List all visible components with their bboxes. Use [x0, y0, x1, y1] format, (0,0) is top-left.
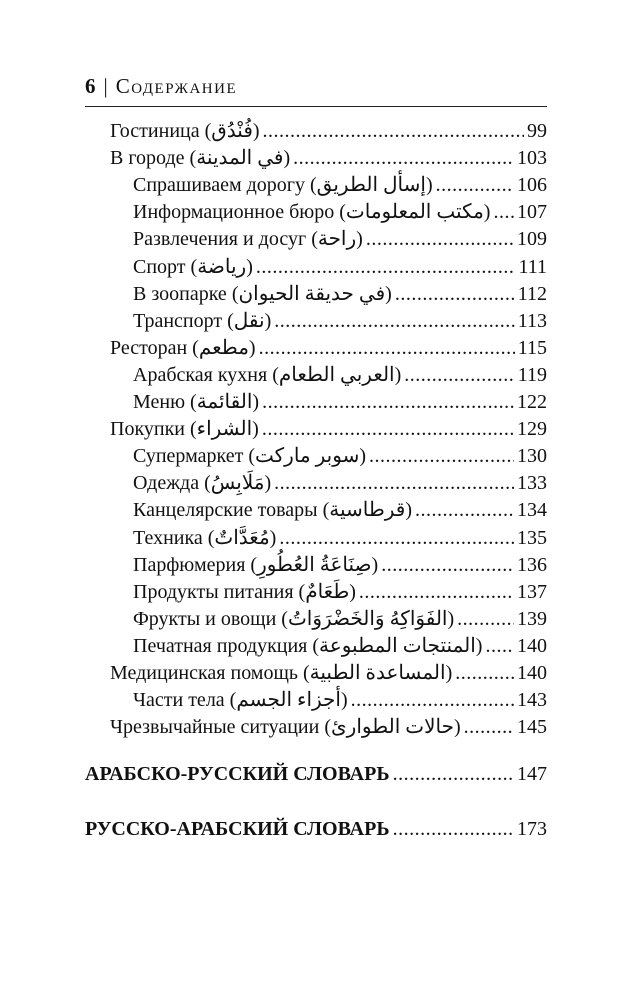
toc-entry[interactable] — [133, 199, 547, 225]
entry-title-ru: Фрукты и овощи — [133, 607, 277, 630]
toc-entry[interactable] — [133, 470, 547, 496]
entry-page: 113 — [517, 309, 547, 332]
entry-page: 134 — [517, 499, 547, 522]
entry-title-ru: Медицинская помощь — [110, 662, 298, 684]
entry-title-ar: (المنتجات المطبوعة) — [312, 634, 483, 657]
entry-title — [133, 525, 276, 550]
toc-entry[interactable] — [110, 660, 547, 686]
entry-page: 99 — [527, 120, 547, 142]
entry-title — [110, 714, 461, 739]
entry-title-ar: (المساعدة الطبية) — [303, 662, 453, 684]
dot-leader — [279, 527, 514, 550]
toc-entry[interactable] — [110, 118, 547, 144]
toc-section[interactable] — [85, 763, 547, 789]
entry-title-ar: (مطعم) — [192, 336, 256, 359]
entry-page: 111 — [518, 255, 547, 278]
entry-title-ru: Парфюмерия — [133, 553, 246, 576]
entry-title-ru: Спорт — [133, 255, 186, 278]
entry-title-ar: (في المدينة) — [189, 147, 291, 170]
section-page: 173 — [517, 818, 547, 840]
entry-page: 140 — [517, 662, 547, 684]
toc-entry[interactable] — [133, 172, 547, 198]
dot-leader — [262, 391, 514, 414]
header-rule — [85, 106, 547, 107]
entry-title-ru: Информационное бюро — [133, 201, 335, 224]
entry-page: 119 — [517, 363, 547, 386]
entry-title — [133, 254, 253, 279]
entry-title — [133, 552, 378, 577]
entry-title — [133, 497, 412, 522]
entry-page: 140 — [517, 634, 547, 657]
entry-title — [133, 362, 401, 387]
entry-title-ar: (في حديقة الحيوان) — [231, 282, 392, 305]
toc-entry[interactable] — [133, 443, 547, 469]
entry-page: 115 — [517, 336, 547, 359]
toc-entry[interactable] — [133, 606, 547, 632]
toc-entry[interactable] — [133, 226, 547, 252]
toc-entry[interactable] — [133, 281, 547, 307]
entry-title-ru: Транспорт — [133, 309, 223, 332]
toc-entry[interactable] — [110, 145, 547, 171]
entry-title-ar: (رياضة) — [190, 255, 253, 278]
entry-page: 135 — [517, 526, 547, 549]
toc-entry[interactable] — [110, 416, 547, 442]
dot-leader — [369, 445, 514, 468]
entry-title-ar: (مَلَابِسُ) — [204, 472, 272, 495]
entry-title-ar: (حالات الطوارئ) — [324, 716, 461, 739]
section-title: АРАБСКО-РУССКИЙ СЛОВАРЬ — [85, 763, 390, 785]
toc-entry[interactable] — [110, 335, 547, 361]
entry-page: 139 — [517, 607, 547, 630]
entry-title-ru: Одежда — [133, 472, 200, 495]
entry-title-ru: Техника — [133, 526, 203, 549]
dot-leader — [455, 662, 514, 685]
dot-leader — [259, 337, 515, 360]
toc-entry[interactable] — [133, 579, 547, 605]
entry-title-ru: Развлечения и досуг — [133, 228, 307, 251]
header-separator: | — [103, 74, 108, 98]
entry-title — [133, 199, 490, 224]
entry-title-ar: (العربي الطعام) — [272, 363, 402, 386]
toc-entry[interactable] — [133, 389, 547, 415]
entry-title-ar: (أجزاء الجسم) — [229, 689, 348, 712]
entry-title — [110, 145, 290, 170]
dot-leader — [256, 256, 516, 279]
dot-leader — [393, 763, 514, 786]
entry-page: 112 — [517, 282, 547, 305]
dot-leader — [274, 472, 514, 495]
entry-title-ar: (فُنْدُق) — [204, 120, 260, 142]
toc-entry[interactable] — [133, 687, 547, 713]
entry-page: 145 — [517, 716, 547, 739]
dot-leader — [381, 554, 514, 577]
entry-page: 133 — [517, 472, 547, 495]
page-title: Содержание — [115, 74, 238, 98]
toc-entry[interactable] — [110, 714, 547, 740]
entry-title — [133, 443, 366, 468]
entry-title — [133, 470, 271, 495]
toc-entry[interactable] — [133, 552, 547, 578]
entry-page: 130 — [517, 445, 547, 468]
entry-title-ar: (القائمة) — [190, 391, 260, 413]
entry-title — [133, 579, 356, 604]
entry-title — [133, 389, 259, 414]
entry-title-ar: (سوبر ماركت) — [248, 445, 366, 468]
entry-title-ru: Печатная продукция — [133, 634, 308, 657]
toc-entry[interactable] — [133, 633, 547, 659]
dot-leader — [263, 120, 524, 143]
entry-title-ar: (الفَوَاكِهُ وَالخَضْرَوَاتُ) — [281, 607, 455, 630]
entry-title-ar: (الشراء) — [190, 418, 259, 441]
dot-leader — [274, 310, 514, 333]
entry-title-ar: (قرطاسية) — [322, 499, 413, 522]
page-number: 6 — [85, 74, 96, 98]
entry-title — [110, 335, 256, 360]
dot-leader — [293, 147, 514, 170]
entry-title-ru: Арабская кухня — [133, 363, 268, 386]
toc-entry[interactable] — [133, 525, 547, 551]
entry-title-ar: (مكتب المعلومات) — [339, 201, 491, 224]
entry-page: 107 — [517, 201, 547, 224]
entry-title — [133, 308, 271, 333]
entry-title-ar: (طَعَامٌ) — [298, 580, 356, 603]
entry-title-ru: Чрезвычайные ситуации — [110, 716, 320, 739]
section-page: 147 — [517, 763, 547, 785]
entry-title — [110, 416, 259, 441]
dot-leader — [464, 716, 514, 739]
entry-page: 106 — [517, 174, 547, 197]
toc-entry[interactable] — [133, 254, 547, 280]
toc-entry[interactable] — [133, 362, 547, 388]
dot-leader — [436, 174, 514, 197]
running-header — [85, 74, 237, 99]
entry-title — [133, 226, 363, 251]
entry-title-ru: Меню — [133, 391, 186, 413]
entry-title-ar: (راحة) — [311, 228, 363, 251]
dot-leader — [404, 364, 514, 387]
entry-title-ar: (إسأل الطريق) — [310, 174, 433, 197]
toc-entry[interactable] — [133, 497, 547, 523]
dot-leader — [493, 201, 514, 224]
entry-title-ar: (نقل) — [227, 309, 272, 332]
entry-title — [133, 633, 482, 658]
entry-title — [133, 281, 392, 306]
entry-page: 143 — [517, 689, 547, 712]
entry-title-ru: Продукты питания — [133, 580, 294, 603]
entry-title-ar: (صِنَاعَةُ العُطُورِ) — [250, 553, 379, 576]
dot-leader — [457, 608, 514, 631]
dot-leader — [393, 818, 514, 841]
entry-title — [110, 660, 452, 685]
entry-title-ar: (مُعَدَّاتٌ) — [207, 526, 277, 549]
toc-section[interactable] — [85, 818, 547, 844]
dot-leader — [485, 635, 514, 658]
entry-title — [110, 118, 260, 143]
entry-title-ru: Супермаркет — [133, 445, 244, 468]
entry-title-ru: Канцелярские товары — [133, 499, 318, 522]
toc-entry[interactable] — [133, 308, 547, 334]
entry-title-ru: В городе — [110, 147, 185, 170]
dot-leader — [395, 283, 515, 306]
entry-page: 103 — [517, 147, 547, 170]
dot-leader — [415, 499, 514, 522]
dot-leader — [366, 228, 514, 251]
entry-title — [133, 606, 454, 631]
entry-page: 136 — [517, 553, 547, 576]
entry-title-ru: Гостиница — [110, 120, 200, 142]
entry-page: 129 — [517, 418, 547, 441]
entry-title-ru: Ресторан — [110, 336, 188, 359]
dot-leader — [262, 418, 514, 441]
section-title: РУССКО-АРАБСКИЙ СЛОВАРЬ — [85, 818, 390, 840]
dot-leader — [351, 689, 514, 712]
entry-title-ru: Покупки — [110, 418, 185, 441]
dot-leader — [359, 581, 514, 604]
entry-page: 109 — [517, 228, 547, 251]
entry-title-ru: Части тела — [133, 689, 225, 712]
entry-title-ru: Спрашиваем дорогу — [133, 174, 305, 197]
entry-title — [133, 172, 433, 197]
entry-page: 122 — [517, 391, 547, 413]
entry-title-ru: В зоопарке — [133, 282, 227, 305]
entry-title — [133, 687, 348, 712]
entry-page: 137 — [517, 580, 547, 603]
